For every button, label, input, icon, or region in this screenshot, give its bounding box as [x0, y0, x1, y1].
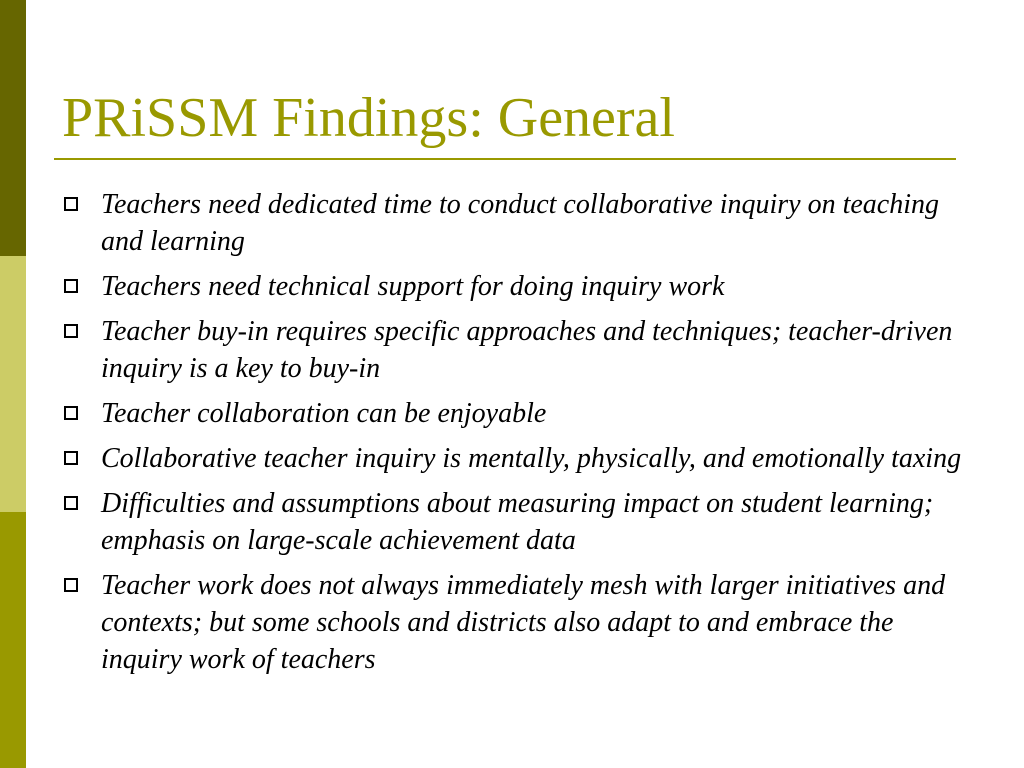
square-bullet-icon — [64, 578, 78, 592]
bullet-item — [62, 186, 962, 260]
slide-title: PRiSSM Findings: General — [62, 87, 675, 149]
bullet-item — [62, 313, 962, 387]
side-bar-dark-segment — [0, 0, 26, 256]
square-bullet-icon — [64, 496, 78, 510]
side-bar-medium-segment — [0, 512, 26, 768]
bullet-text: Teachers need dedicated time to conduct collaborative inquiry on teaching and learning — [101, 189, 939, 257]
square-bullet-icon — [64, 451, 78, 465]
bullet-list — [62, 186, 962, 686]
bullet-text: Teacher collaboration can be enjoyable — [101, 398, 547, 429]
bullet-text: Teachers need technical support for doing inquiry work — [101, 271, 725, 302]
side-bar-light-segment — [0, 256, 26, 512]
square-bullet-icon — [64, 279, 78, 293]
square-bullet-icon — [64, 197, 78, 211]
square-bullet-icon — [64, 324, 78, 338]
bullet-item — [62, 485, 962, 559]
square-bullet-icon — [64, 406, 78, 420]
bullet-text: Collaborative teacher inquiry is mentally, physically, and emotionally taxing — [101, 443, 962, 474]
bullet-item — [62, 268, 962, 305]
bullet-item — [62, 440, 962, 477]
bullet-text: Teacher work does not always immediately mesh with larger initiatives and contexts; but some schools and districts also adapt to and embrace the inquiry work of teachers — [101, 570, 946, 675]
bullet-item — [62, 395, 962, 432]
title-underline — [54, 158, 956, 160]
bullet-item — [62, 567, 962, 678]
bullet-text: Difficulties and assumptions about measuring impact on student learning; emphasis on large-scale achievement data — [101, 488, 934, 556]
bullet-text: Teacher buy-in requires specific approaches and techniques; teacher-driven inquiry is a key to buy-in — [101, 316, 953, 384]
